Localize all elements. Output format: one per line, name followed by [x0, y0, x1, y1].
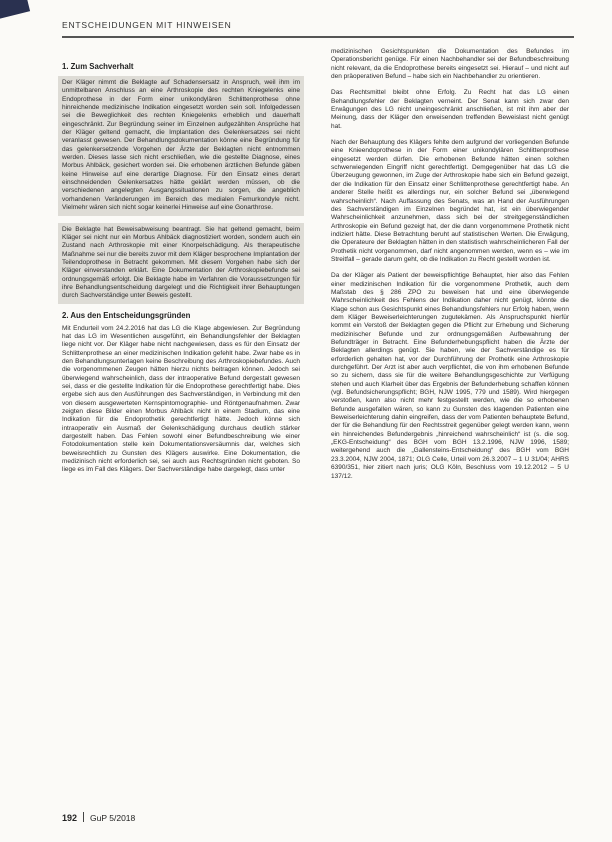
- section-2-title: 2. Aus den Entscheidungsgründen: [62, 310, 191, 320]
- page-number: 192: [62, 813, 78, 823]
- paragraph: Mit Endurteil vom 24.2.2016 hat das LG die Klage abgewiesen. Zur Begründung hat das LG im Wesentlichen ausgeführt, ein Behandlungsfehler der Beklagten liege nicht vor. Der Kläger habe nicht nachgewiesen, dass es für den Einsatz der Schlittenprothese an einer medizinischen Indikation gefehlt habe. Zwar habe es in den Behandlungsunterlagen keine Beschreibung des Arthroskopiebefundes. Auch die vorgenommenen Zeugen hätten hierzu nichts beitragen können. Jedoch sei überwiegend wahrscheinlich, dass der intraoperative Befund dergestalt gewesen sei, dass er die gestellte Indikation für die Endoprothese gerechtfertigt habe. Dies ergebe sich aus den Ausführungen des Sachverständigen, in Verbindung mit den von diesem ausgewerteten Kernspintomographie- und Röntgenaufnahmen. Zwar zeigten diese Bilder einen Morbus Ahlbäck nicht in einem Stadium, das eine Indikation für die Endoprothetik gerechtfertigt hätte. Jedoch könne sich intraoperativ ein Ausmaß der Gelenkschädigung durchaus deutlich stärker dargestellt haben. Das Fehlen sowohl einer Befundbeschreibung wie einer Fotodokumentation stelle kein Dokumentationsversäumnis dar, welches sich beweisrechtlich zu Gunsten des Klägers auswirke. Eine Dokumentation, die medizinisch nicht erforderlich sei, sei auch aus Rechtsgründen nicht geboten. So liege es im Fall des Klägers. Der Sachverständige habe dargelegt, dass unter: [62, 324, 300, 474]
- paragraph: medizinischen Gesichtspunkten die Dokumentation des Befundes im Operationsbericht genüge. Für einen Nachbehandler sei der Befundbeschreibung nicht relevant, da die Endoprothese bereits eingesetzt sei. Hierauf – und nicht auf den präoperativen Befund – habe sich ein Nachbehandler zu orientieren.: [331, 48, 569, 81]
- journal-issue: GuP 5/2018: [90, 813, 136, 823]
- running-head: ENTSCHEIDUNGEN MIT HINWEISEN: [62, 20, 232, 30]
- header-rule: [62, 36, 574, 38]
- corner-tab: [0, 0, 30, 20]
- section-1-title: 1. Zum Sachverhalt: [62, 62, 134, 71]
- paragraph: Das Rechtsmittel bleibt ohne Erfolg. Zu Recht hat das LG einen Behandlungsfehler der Beklagten verneint. Der Senat kann sich zwar den Erwägungen des LG nicht uneingeschränkt anschließen, ist mit ihm aber der Meinung, dass der Kläger den erweisenden treffenden Beweislast nicht genügt hat.: [331, 89, 569, 130]
- footer-separator: [83, 812, 84, 822]
- paragraph: Die Beklagte hat Beweisabweisung beantragt. Sie hat geltend gemacht, beim Kläger sei nicht nur ein Morbus Ahlbäck diagnostiziert worden, sondern auch ein Zustand nach Arthroskopie mit einer Knorpelschädigung. Als therapeutische Maßnahme sei nur die bereits zuvor mit dem Kläger besprochene Implantation der Teilendoprothese in Betracht gekommen. Mit diesem Vorgehen habe sich der Kläger einverstanden erklärt. Eine Dokumentation der Arthroskopiebefunde sei ordnungsgemäß erfolgt. Die Beklagte habe im Verfahren die Voraussetzungen für ihre Behandlungsentscheidung dargelegt und die Richtigkeit ihrer Behauptungen durch Sachverständige unter Beweis gestellt.: [58, 223, 304, 304]
- paragraph: Da der Kläger als Patient der beweispflichtige Behauptet, hier also das Fehlen einer medizinischen Indikation für die vorgenommene Prothetik, auch dem Maßstab des § 286 ZPO zu beweisen hat und eine überwiegende Wahrscheinlichkeit des Fehlens der Indikation daher nicht genügt, könnte die Klage schon aus Gesichtspunkt eines Behandlungsfehlers nur Erfolg haben, wenn dem Kläger Beweiserleichterungen zugutekämen. Als Anspruchspunkt hierfür kommt ein Verstoß der Beklagten gegen die Pflicht zur Erhebung und Sicherung medizinischer Befunde und zur ordnungsgemäßen Aufbewahrung der Befundträger in Betracht. Eine Befunderhebungspflicht haben die Ärzte der Beklagten allerdings genügt. Sie haben, wie der Sachverständige es für erforderlich gehalten hat, vor der Durchführung der Prothetik eine Arthroskopie durchgeführt. Der Arzt ist aber auch verpflichtet, die von ihm erhobenen Befunde so zu sichern, dass sie für die weitere Behandlungsgeschichte zur Verfügung stehen und auch Klarheit über das Ergebnis der Befunderhebung schaffen können (vgl. Befundsicherungspflicht; BGH, NJW 1995, 779 und 1589). Wird hiergegen verstoßen, kann also nicht mehr festgestellt werden, wie die so erhobenen Befunde ausgefallen wären, so kann zu Gunsten des klagenden Patienten eine Beweiserleichterung dahin eingreifen, dass der vom Patienten behauptete Befund, der für die Behandlung für den Rechtsstreit gegenüber gelegt werden kann, wenn ein hinreichendes Befundergebnis „hinreichend wahrscheinlich“ ist (s. die sog. „EKG-Entscheidung“ des BGH vom BGH 13.2.1996, NJW 1996, 1589; weitergehend auch die „Gallensteins-Entscheidung“ des BGH vom BGH 23.3.2004, NJW 2004, 1871; OLG Celle, Urteil vom 26.3.2007 – 1 U 31/04; AHRS 6390/351, hier zitiert nach juris; OLG Köln, Beschluss vom 19.12.2012 – 5 U 137/12.: [331, 272, 569, 480]
- page-footer: [62, 812, 135, 823]
- left-column: [62, 62, 300, 483]
- paragraph: Nach der Behauptung des Klägers fehlte dem aufgrund der vorliegenden Befunde eine Knieendoprothese in der Form einer unikondylären Schlittenprothese eingesetzt werden dürfen. Die erhobenen Befunde hätten einen solchen schwerwiegenden Eingriff nicht gerechtfertigt. Demgegenüber hat das LG die Überzeugung gewonnen, im Zuge der Arthroskopie habe sich ein Befund gezeigt, der die Indikation für den Einsatz einer Schlittenprothese gerechtfertigt habe. An anderer Stelle heißt es allerdings nur, ein solcher Befund sei „überwiegend wahrscheinlich“. Nach Auffassung des Senats, was an Hand der Ausführungen des Sachverständigen im Einzelnen begründet hat, ist ein überwiegender Wahrscheinlichkeit anzunehmen, dass sich bei der streitgegenständlichen Arthroskopie ein Befund gezeigt hat, der die dann vorgenommene Prothetik nicht indiziert hätte. Diese Betrachtung beruht auf statistischen Werten. Die Erwägung, die Operateure der Beklagten hätten in den statistisch wahrscheinlicheren Fall der Prothetik nicht vorgenommen, darf nicht angenommen werden, wenn es – wie im Streitfall – gerade darum geht, ob die Indikation zu Recht gestellt worden ist.: [331, 139, 569, 263]
- right-column: [331, 48, 569, 489]
- paragraph: Der Kläger nimmt die Beklagte auf Schadensersatz in Anspruch, weil ihm im unmittelbaren Anschluss an eine Arthroskopie des rechten Kniegelenks eine Endoprothese in der Form einer unikondylären Schlittenprothese ohne hinreichende medizinische Indikation eingesetzt worden sein soll. Infolgedessen sei die Beweglichkeit des rechten Kniegelenks erheblich und dauerhaft eingeschränkt. Zur Begründung seiner im Einzelnen aufgezählten Ansprüche hat der Kläger geltend gemacht, die Implantation des Gelenkersatzes sei nicht veranlasst gewesen. Der Behandlungsdokumentation könne eine Begründung für das gelenkersetzende Vorgehen der Ärzte der Beklagten nicht entnommen werden. Dieses lasse sich nicht erschließen, wie die gestellte Diagnose, eines Morbus Ahlbäck, gesichert worden sei. Die erhobenen ärztlichen Befunde gäben keine Hinweise auf eine derartige Diagnose. Für den Einsatz eines derart einschneidenden Gelenkersatzes hätte geklärt werden müssen, ob die verschiedenen angelegten Ausgangssituationen zu sorgen, die angeblich vorhandenen Veränderungen im Bereich des medialen Femurkondyle nicht. Vielmehr wären sich nicht sogar keinerlei Hinweise auf eine Gonarthrose.: [58, 76, 304, 216]
